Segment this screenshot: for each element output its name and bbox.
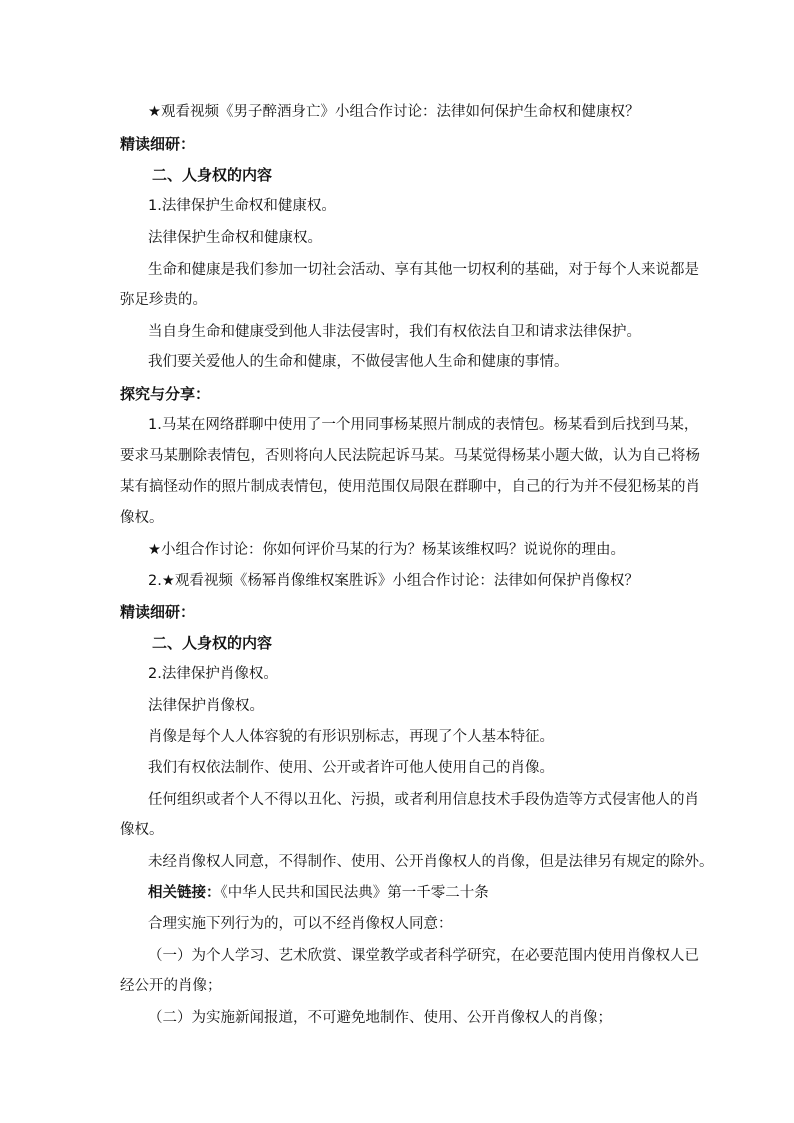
list-item-continuation: 经公开的肖像； [120, 978, 222, 994]
related-link-line [148, 883, 489, 903]
paragraph: 法律保护生命权和健康权。 [148, 230, 322, 246]
discussion-prompt: ★小组合作讨论：你如何评价马某的行为？杨某该维权吗？说说你的理由。 [148, 542, 625, 558]
subsection-heading: 二、人身权的内容 [152, 634, 273, 652]
list-item: （二）为实施新闻报道，不可避免地制作、使用、公开肖像权人的肖像； [148, 1010, 612, 1026]
point-heading: 2.法律保护肖像权。 [148, 666, 278, 682]
subsection-heading: 二、人身权的内容 [152, 166, 273, 184]
case-paragraph-continuation: 某有搞怪动作的照片制成表情包，使用范围仅局限在群聊中，自己的行为并不侵犯杨某的肖 [120, 479, 700, 495]
activity-video-prompt: 2.★观看视频《杨幂肖像维权案胜诉》小组合作讨论：法律如何保护肖像权？ [148, 573, 639, 589]
related-link-text: 《中华人民共和国民法典》第一千零二十条 [220, 885, 489, 901]
point-heading: 1.法律保护生命权和健康权。 [148, 198, 336, 214]
paragraph: 我们有权依法制作、使用、公开或者许可他人使用自己的肖像。 [148, 760, 554, 776]
paragraph: 法律保护肖像权。 [148, 698, 264, 714]
list-item: （一）为个人学习、艺术欣赏、课堂教学或者科学研究，在必要范围内使用肖像权人已 [148, 948, 699, 964]
case-paragraph-continuation: 像权。 [120, 510, 164, 526]
paragraph: 未经肖像权人同意，不得制作、使用、公开肖像权人的肖像，但是法律另有规定的除外。 [148, 854, 714, 870]
paragraph: 肖像是每个人人体容貌的有形识别标志，再现了个人基本特征。 [148, 729, 554, 745]
section-heading-explore-share: 探究与分享： [120, 385, 211, 403]
case-paragraph-continuation: 要求马某删除表情包，否则将向人民法院起诉马某。马某觉得杨某小题大做，认为自己将杨 [120, 448, 700, 464]
section-heading-close-reading: 精读细研： [120, 603, 196, 621]
paragraph-continuation: 像权。 [120, 822, 164, 838]
related-link-label: 相关链接： [148, 885, 221, 901]
paragraph: 生命和健康是我们参加一切社会活动、享有其他一切权利的基础，对于每个人来说都是 [148, 262, 699, 278]
paragraph: 当自身生命和健康受到他人非法侵害时，我们有权依法自卫和请求法律保护。 [148, 324, 641, 340]
activity-video-prompt: ★观看视频《男子醉酒身亡》小组合作讨论：法律如何保护生命权和健康权？ [148, 104, 640, 120]
paragraph: 我们要关爱他人的生命和健康，不做侵害他人生命和健康的事情。 [148, 354, 569, 370]
case-paragraph: 1.马某在网络群聊中使用了一个用同事杨某照片制成的表情包。杨某看到后找到马某， [148, 417, 699, 433]
section-heading-close-reading: 精读细研： [120, 135, 196, 153]
paragraph: 合理实施下列行为的，可以不经肖像权人同意： [148, 916, 453, 932]
paragraph-continuation: 弥足珍贵的。 [120, 292, 207, 308]
paragraph: 任何组织或者个人不得以丑化、污损，或者利用信息技术手段伪造等方式侵害他人的肖 [148, 792, 699, 808]
